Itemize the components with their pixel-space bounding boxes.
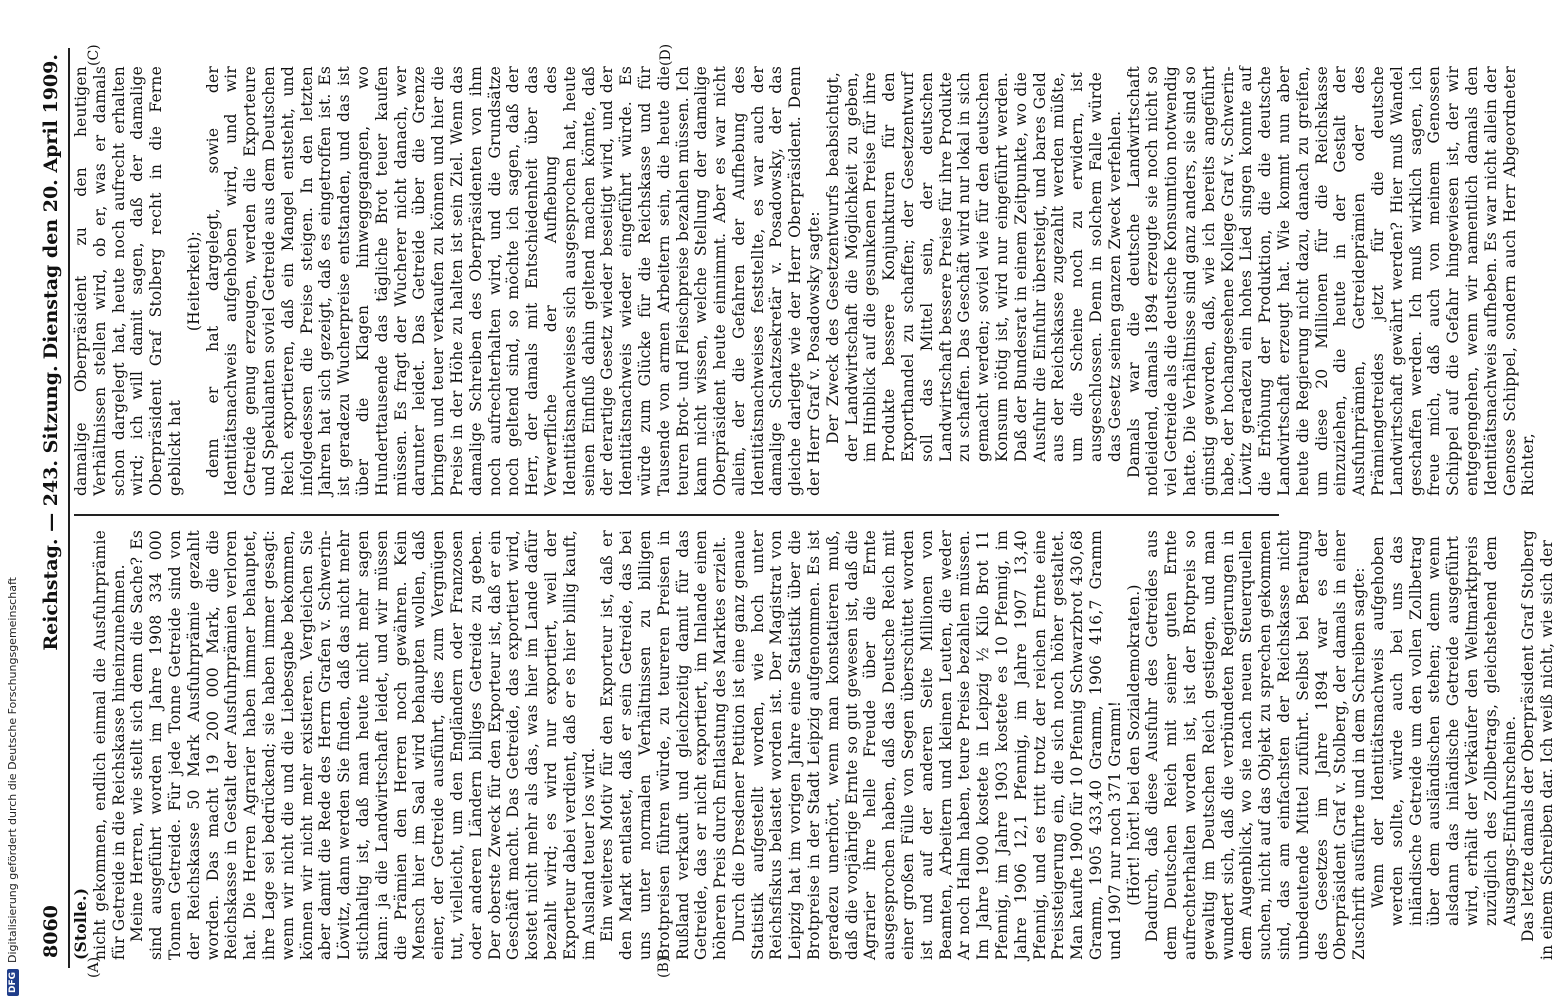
- paragraph: Durch die Dresdener Petition ist eine ganz genaue Statistik aufgestellt worden, wie hoch unter Reichsfiskus belastet worden ist. Der Magistrat von Leipzig hat im vorigen Jahre eine Statistik über die Brotpreise in der Stadt Leipzig aufgenommen. Es ist geradezu unerhört, wenn man konstatieren muß, daß die vorjährige Ernte so gut gewesen ist, daß die Agrarier ihre helle Freude über die Ernte ausgesprochen haben, daß das Deutsche Reich mit einer großen Fülle von Segen überschüttet worden ist und auf der anderen Seite Millionen von Beamten, Arbeitern und kleinen Leuten, die weder Ar noch Halm haben, teure Preise bezahlen müssen. Im Jahre 1900 kostete in Leipzig ½ Kilo Brot 11 Pfennig, im Jahre 1903 kostete es 10 Pfennig, im Jahre 1906 12,1 Pfennig, im Jahre 1907 13,40 Pfennig, und es tritt trotz der reichen Ernte eine Preissteigerung ein, die sich noch höher gestaltet. Man kaufte 1900 für 10 Pfennig Schwarzbrot 430,68 Gramm, 1905 433,40 Gramm, 1906 416,7 Gramm und 1907 nur noch 371 Gramm!: [729, 530, 1124, 960]
- paragraph: Damals war die deutsche Landwirtschaft notleidend, damals 1894 erzeugte sie noch nicht so viel Getreide als die deutsche Konsumtion notwendig hatte. Die Verhältnisse sind ganz anders, sie sind so günstig geworden, daß, wie ich bereits angeführt habe, der hochangesehene Kollege Graf v. Schwerin-Löwitz geradezu ein hohes Lied singen konnte auf die Erhöhung der Produktion, die die deutsche Landwirtschaft erzeugt hat. Wie kommt nun aber heute die Regierung nicht dazu, danach zu greifen, um diese 20 Millionen für die Reichskasse einzuziehen, die heute in der Gestalt der Ausfuhrprämien, Getreideprämien oder des Prämiengetreides jetzt für die deutsche Landwirtschaft gewährt werden? Hier muß Wandel geschaffen werden. Ich muß wirklich sagen, ich freue mich, daß auch von meinem Genossen Schippel auf die Gefahr hingewiesen ist, der wir entgegengehen, wenn wir namentlich damals den Identitätsnachweis aufheben. Es war nicht allein der Genosse Schippel, sondern auch Herr Abgeordneter Richter,: [1124, 66, 1538, 496]
- margin-marker-a: (A): [86, 956, 102, 978]
- block-quote: Der Zweck des Gesetzentwurfs beabsichtigt, der Landwirtschaft die Möglichkeit zu geben, im Hinblick auf die gesunkenen Preise für ihre Produkte bessere Konjunkturen für den Exporthandel zu schaffen; der Gesetzentwurf soll das Mittel sein, der deutschen Landwirtschaft bessere Preise für ihre Produkte zu schaffen. Das Geschäft wird nur lokal in sich gemacht werden; soviel wie für den deutschen Konsum nötig ist, wird nur eingeführt werden. Daß der Bundesrat in einem Zeitpunkte, wo die Ausfuhr die Einfuhr übersteigt, und bares Geld aus der Reichskasse zugezahlt werden müßte, um die Scheine noch zu erwidern, ist ausgeschlossen. Denn in solchem Falle würde das Gesetz seinen ganzen Zweck verfehlen.: [823, 72, 1124, 462]
- paragraph: Dadurch, daß diese Ausfuhr des Getreides aus dem Deutschen Reich mit seiner guten Ernte aufrechterhalten worden ist, ist der Brotpreis so gewaltig im Deutschen Reich gestiegen, und man wundert sich, daß die verbündeten Regierungen in dem Augenblick, wo sie nach neuen Steuerquellen suchen, nicht auf das Objekt zu sprechen gekommen sind, das am einfachsten der Reichskasse nicht unbedeutende Mittel zuführt. Selbst bei Beratung des Gesetzes im Jahre 1894 war es der Oberpräsident Graf v. Stolberg, der damals in einer Zuschrift ausführte und in dem Schreiben sagte:: [1143, 530, 1369, 960]
- paragraph: Das letzte damals der Oberpräsident Graf Stolberg in einem Schreiben dar. Ich weiß nicht, wie sich der: [1519, 530, 1557, 960]
- session-date: Dienstag den 20. April 1909.: [40, 54, 62, 360]
- page-header: [40, 48, 66, 968]
- margin-marker-d: (D): [658, 43, 674, 66]
- left-column: [71, 530, 1557, 960]
- speaker-name: (Stolle.): [71, 887, 90, 960]
- margin-marker-b: (B): [656, 956, 672, 978]
- paragraph: damalige Oberpräsident zu den heutigen Verhältnissen stellen wird, ob er, was er damals schon dargelegt hat, heute noch aufrecht erhalten wird; ich will damit sagen, daß der damalige Oberpräsident Graf Stolberg recht in die Ferne geblickt hat: [72, 66, 184, 496]
- session-title: Reichstag. — 243. Sitzung.: [40, 365, 62, 651]
- credit-text: Digitalisierung gefördert durch die Deutsche Forschungsgemeinschaft: [6, 577, 19, 963]
- interjection: (Hört! hört! bei den Sozialdemokraten.): [1124, 584, 1143, 906]
- block-quote: Wenn der Identitätsnachweis aufgehoben werden sollte, würde auch bei uns das inländische Getreide um den vollen Zollbetrag über dem ausländischen stehen; denn wenn alsdann das inländische Getreide ausgeführt wird, erhält der Verkäufer den Weltmarktpreis zuzüglich des Zollbetrags, gleichstehend dem Ausgangs-Einfuhrscheine.: [1368, 536, 1519, 926]
- dfg-logo: DFG: [7, 969, 19, 996]
- paragraph: nicht gekommen, endlich einmal die Ausfuhrprämie für Getreide in die Reichskasse hineinzunehmen.: [90, 530, 128, 960]
- header-rule: [68, 48, 70, 968]
- page-number: 8060: [40, 905, 62, 958]
- paragraph: Meine Herren, wie stellt sich denn die Sache? Es sind ausgeführt worden im Jahre 1908 334 000 Tonnen Getreide. Für jede Tonne Getreide sind von der Reichskasse 50 Mark Ausfuhrprämie gezahlt worden. Das macht 19 200 000 Mark, die die Reichskasse in Gestalt der Ausfuhrprämien verloren hat. Die Herren Agrarier haben immer behauptet, ihre Lage sei bedrückend; sie haben immer gesagt: wenn wir nicht die und die Liebesgabe bekommen, können wir nicht mehr existieren. Vergleichen Sie aber damit die Rede des Herrn Grafen v. Schwerin-Löwitz, dann werden Sie finden, daß das nicht mehr stichhaltig ist, daß man heute nicht mehr sagen kann: ja die Landwirtschaft leidet, und wir müssen die Prämien den Herren noch gewähren. Kein Mensch hier im Saal wird behaupten wollen, daß einer, der Getreide ausführt, dies zum Vergnügen tut, vielleicht, um den Engländern oder Franzosen oder anderen Ländern billiges Getreide zu geben. Der oberste Zweck für den Exporteur ist, daß er ein Geschäft macht. Das Getreide, das exportiert wird, kostet nicht mehr als das, was hier im Lande dafür bezahlt wird; es wird nur exportiert, weil der Exporteur dabei verdient, daß er es hier billig kauft, im Ausland teuer los wird.: [128, 530, 598, 960]
- right-column: [72, 66, 1538, 496]
- margin-marker-c: (C): [86, 44, 102, 66]
- paragraph: Ein weiteres Motiv für den Exporteur ist, daß er den Markt entlastet, daß er sein Getreide, das bei uns unter normalen Verhältnissen zu billigen Brotpreisen führen würde, zu teureren Preisen in Rußland verkauft und gleichzeitig damit für das Getreide, das er nicht exportiert, im Inlande einen höheren Preis durch Entlastung des Marktes erzielt.: [598, 530, 730, 960]
- digitization-credit: [6, 577, 19, 996]
- rotated-document-page: [40, 43, 1557, 978]
- interjection: (Heiterkeit);: [184, 230, 203, 332]
- column-divider: [74, 514, 1279, 516]
- paragraph: denn er hat dargelegt, sowie der Identitätsnachweis aufgehoben wird, und wir Getreide genug erzeugen, werden die Exporteure und Spekulanten soviel Getreide aus dem Deutschen Reich exportieren, daß ein Mangel entsteht, und infolgedessen die Preise steigen. In den letzten Jahren hat sich gezeigt, daß es eingetroffen ist. Es ist geradezu Wucherpreise entstanden, und das ist über die Klagen hinweggegangen, wo Hunderttausende das tägliche Brot teuer kaufen müssen. Es fragt der Wucherer nicht danach, wer darunter leidet. Das Getreide über die Grenze bringen und teuer verkaufen zu können und hier die Preise in der Höhe zu halten ist sein Ziel. Wenn das damalige Schreiben des Oberpräsidenten von ihm noch aufrechterhalten wird, und die Grundsätze noch geltend sind, so möchte ich sagen, daß der Herr, der damals mit Entschiedenheit über das Verwerfliche der Aufhebung des Identitätsnachweises sich ausgesprochen hat, heute seinen Einfluß dahin geltend machen könnte, daß der derartige Gesetz wieder beseitigt wird, und der Identitätsnachweis wieder eingeführt würde. Es würde zum Glücke für die Reichskasse und für Tausende von armen Arbeitern sein, die heute die teuren Brot- und Fleischpreise bezahlen müssen. Ich kann nicht wissen, welche Stellung der damalige Oberpräsident heute einnimmt. Aber es war nicht allein, der die Gefahren der Aufhebung des Identitätsnachweises feststellte, es war auch der damalige Schatzsekretär v. Posadowsky, der das gleiche darlegte wie der Herr Oberpräsident. Denn der Herr Graf v. Posadowsky sagte:: [203, 66, 824, 496]
